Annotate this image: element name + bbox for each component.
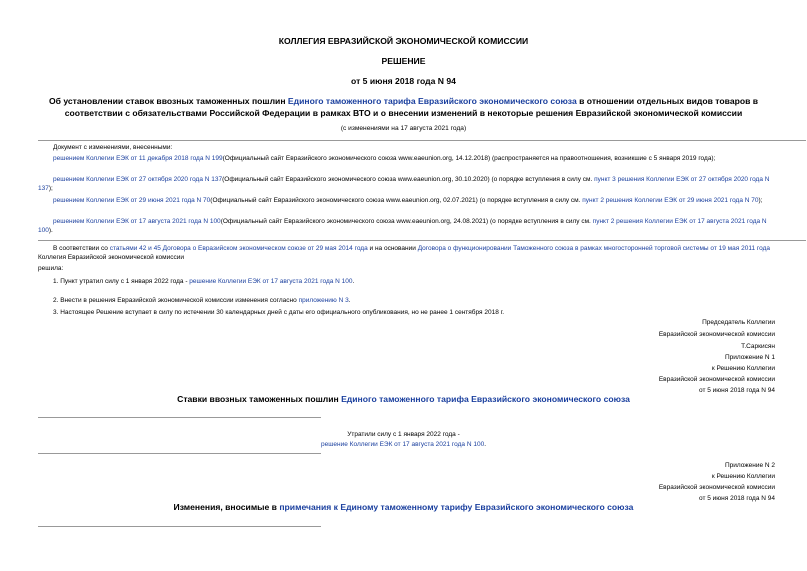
- change-link[interactable]: решением Коллегии ЕЭК от 27 октября 2020 года N 137: [53, 176, 223, 183]
- signature-name: Т.Саркисян: [741, 343, 775, 350]
- appendix-1-title-text: Ставки ввозных таможенных пошлин: [177, 394, 342, 404]
- org-title: КОЛЛЕГИЯ ЕВРАЗИЙСКОЙ ЭКОНОМИЧЕСКОЙ КОМИССИИ: [278, 36, 529, 46]
- appendix-2-date: от 5 июня 2018 года N 94: [698, 495, 775, 502]
- appendix-2-commission: Евразийской экономической комиссии: [658, 484, 775, 491]
- appendix-1-commission: Евразийской экономической комиссии: [658, 376, 775, 383]
- appendix-2-title-link[interactable]: примечания к Единому таможенному тарифу Евразийского экономического союза: [279, 502, 634, 512]
- appendix-3-link[interactable]: приложению N 3: [298, 297, 349, 304]
- subject-link-tariff[interactable]: Единого таможенного тарифа Евразийского экономического союза: [287, 96, 577, 106]
- point-1-text: 1. Пункт утратил силу с 1 января 2022 года -: [53, 278, 190, 285]
- amended-note: (с изменениями на 17 августа 2021 года): [340, 125, 467, 132]
- divider: [38, 453, 321, 454]
- change-text: (Официальный сайт Евразийского экономического союза www.eaeunion.org, 30.10.2020) (о порядке вступления в силу см.: [222, 176, 595, 183]
- appendix-2-title: [0, 502, 807, 512]
- divider: [38, 140, 806, 141]
- subject-text-2: в отношении отдельных видов товаров в соответствии с обязательствами Российской Федерации в рамках ВТО и о внесении изменений в некоторые решения Евразийской экономической комиссии: [64, 96, 759, 118]
- appendix-1-ref: к Решению Коллегии: [711, 365, 775, 372]
- preamble: [38, 244, 773, 263]
- lost-force-note: Утратили силу с 1 января 2022 года -: [347, 431, 460, 438]
- change-point-link[interactable]: пункт 2 решения Коллегии ЕЭК от 17 августа 2021 года N 100: [38, 218, 767, 235]
- decided-label: решила:: [38, 265, 64, 272]
- change-text: (Официальный сайт Евразийского экономического союза www.eaeunion.org, 02.07.2021) (о порядке вступления в силу см.: [210, 197, 583, 204]
- preamble-text: Коллегия Евразийской экономической комиссии: [38, 254, 184, 262]
- change-item: [38, 196, 773, 205]
- preamble-link-customs-union[interactable]: Договора о функционировании Таможенного союза в рамках многосторонней торговой системы от 19 мая 2011 года: [417, 245, 770, 252]
- signature-line-2: Евразийской экономической комиссии: [658, 331, 775, 338]
- signature-line-1: Председатель Коллегии: [702, 319, 775, 326]
- divider: [38, 526, 321, 527]
- point-2: [53, 296, 773, 305]
- lost-force-link[interactable]: решение Коллегии ЕЭК от 17 августа 2021 года N 100: [320, 441, 485, 448]
- divider: [38, 417, 321, 418]
- changes-intro: Документ с изменениями, внесенными:: [53, 144, 173, 151]
- appendix-1-date: от 5 июня 2018 года N 94: [698, 387, 775, 394]
- divider: [38, 240, 806, 241]
- change-link[interactable]: решением Коллегии ЕЭК от 29 июня 2021 года N 70: [53, 197, 211, 204]
- preamble-text: и на основании: [367, 245, 418, 252]
- change-item: [38, 217, 773, 236]
- change-text: (Официальный сайт Евразийского экономического союза www.eaeunion.org, 14.12.2018) (распространяется на правоотношения, возникшие с 5 января 2019 года);: [222, 155, 716, 162]
- preamble-text: В соответствии со: [53, 245, 110, 252]
- appendix-1-title-link[interactable]: Единого таможенного тарифа Евразийского экономического союза: [341, 394, 630, 404]
- change-tail: ).: [48, 227, 53, 235]
- document-date-number: от 5 июня 2018 года N 94: [351, 76, 456, 86]
- preamble-link-treaty[interactable]: статьями 42 и 45 Договора о Евразийском экономическом союзе от 29 мая 2014 года: [109, 245, 368, 252]
- lost-force-tail: .: [484, 441, 487, 448]
- point-1-tail: .: [352, 278, 355, 285]
- change-tail: );: [48, 185, 53, 193]
- change-text: (Официальный сайт Евразийского экономического союза www.eaeunion.org, 24.08.2021) (о порядке вступления в силу см.: [220, 218, 593, 225]
- document-type: РЕШЕНИЕ: [381, 56, 426, 66]
- point-1-link[interactable]: решение Коллегии ЕЭК от 17 августа 2021 года N 100: [189, 278, 353, 285]
- change-point-link[interactable]: пункт 3 решения Коллегии ЕЭК от 27 октября 2020 года N 137: [38, 176, 770, 193]
- point-1: [53, 277, 773, 286]
- point-3: 3. Настоящее Решение вступает в силу по истечении 30 календарных дней с даты его официального опубликования, но не ранее 1 сентября 2018 г.: [53, 309, 505, 316]
- change-tail: );: [758, 197, 763, 204]
- change-link[interactable]: решением Коллегии ЕЭК от 17 августа 2021 года N 100: [53, 218, 221, 225]
- point-2-tail: .: [348, 297, 351, 304]
- point-2-text: 2. Внести в решения Евразийской экономической комиссии изменения согласно: [53, 297, 299, 304]
- document-subject: [30, 95, 777, 119]
- change-item: [38, 154, 773, 163]
- appendix-2-title-text: Изменения, вносимые в: [173, 502, 280, 512]
- subject-text-1: Об установлении ставок ввозных таможенных пошлин: [48, 96, 288, 106]
- appendix-2-label: Приложение N 2: [724, 462, 775, 469]
- appendix-2-ref: к Решению Коллегии: [711, 473, 775, 480]
- appendix-1-label: Приложение N 1: [724, 354, 775, 361]
- change-point-link[interactable]: пункт 2 решения Коллегии ЕЭК от 29 июня 2021 года N 70: [582, 197, 759, 204]
- change-item: [38, 175, 773, 194]
- lost-force-ref: [0, 440, 807, 449]
- appendix-1-title: [0, 394, 807, 404]
- change-link[interactable]: решением Коллегии ЕЭК от 11 декабря 2018 года N 199: [53, 155, 223, 162]
